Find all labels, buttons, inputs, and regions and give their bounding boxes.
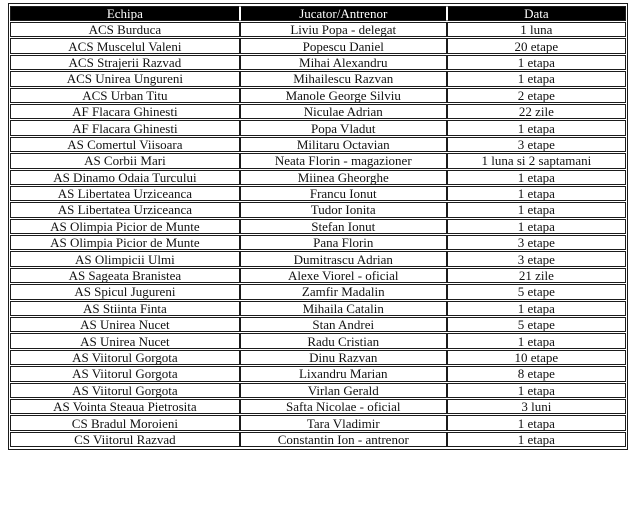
person-cell: Tara Vladimir — [240, 415, 447, 430]
table-header-row — [10, 6, 626, 21]
table-row — [10, 366, 626, 381]
person-cell: Virlan Gerald — [240, 383, 447, 398]
suspensions-table-container — [8, 3, 628, 450]
table-row — [10, 317, 626, 332]
person-cell: Neata Florin - magazioner — [240, 153, 447, 168]
table-row — [10, 415, 626, 430]
duration-cell: 1 etapa — [447, 120, 626, 135]
table-row — [10, 153, 626, 168]
table-row — [10, 71, 626, 86]
duration-cell: 1 luna si 2 saptamani — [447, 153, 626, 168]
person-cell: Manole George Silviu — [240, 88, 447, 103]
person-cell: Dumitrascu Adrian — [240, 251, 447, 266]
team-cell: AS Libertatea Urziceanca — [10, 186, 240, 201]
team-cell: AS Olimpia Picior de Munte — [10, 235, 240, 250]
person-cell: Mihai Alexandru — [240, 55, 447, 70]
table-row — [10, 235, 626, 250]
column-header-jucator-antrenor: Jucator/Antrenor — [240, 6, 447, 21]
suspensions-table — [10, 5, 626, 448]
person-cell: Dinu Razvan — [240, 350, 447, 365]
table-row — [10, 383, 626, 398]
table-row — [10, 137, 626, 152]
duration-cell: 1 etapa — [447, 301, 626, 316]
duration-cell: 3 etape — [447, 235, 626, 250]
team-cell: AS Dinamo Odaia Turcului — [10, 170, 240, 185]
table-row — [10, 399, 626, 414]
team-cell: AS Vointa Steaua Pietrosita — [10, 399, 240, 414]
table-row — [10, 432, 626, 447]
person-cell: Liviu Popa - delegat — [240, 22, 447, 37]
duration-cell: 1 etapa — [447, 415, 626, 430]
person-cell: Constantin Ion - antrenor — [240, 432, 447, 447]
team-cell: AS Viitorul Gorgota — [10, 366, 240, 381]
person-cell: Popa Vladut — [240, 120, 447, 135]
team-cell: AS Viitorul Gorgota — [10, 383, 240, 398]
person-cell: Stan Andrei — [240, 317, 447, 332]
column-header-data: Data — [447, 6, 626, 21]
duration-cell: 5 etape — [447, 317, 626, 332]
table-row — [10, 55, 626, 70]
team-cell: AS Comertul Viisoara — [10, 137, 240, 152]
table-row — [10, 202, 626, 217]
duration-cell: 22 zile — [447, 104, 626, 119]
team-cell: CS Bradul Moroieni — [10, 415, 240, 430]
person-cell: Lixandru Marian — [240, 366, 447, 381]
duration-cell: 3 luni — [447, 399, 626, 414]
team-cell: AS Sageata Branistea — [10, 268, 240, 283]
table-row — [10, 219, 626, 234]
table-row — [10, 120, 626, 135]
duration-cell: 10 etape — [447, 350, 626, 365]
person-cell: Stefan Ionut — [240, 219, 447, 234]
duration-cell: 2 etape — [447, 88, 626, 103]
team-cell: ACS Urban Titu — [10, 88, 240, 103]
person-cell: Alexe Viorel - oficial — [240, 268, 447, 283]
table-row — [10, 301, 626, 316]
person-cell: Radu Cristian — [240, 333, 447, 348]
duration-cell: 21 zile — [447, 268, 626, 283]
table-row — [10, 104, 626, 119]
team-cell: AS Viitorul Gorgota — [10, 350, 240, 365]
duration-cell: 5 etape — [447, 284, 626, 299]
person-cell: Pana Florin — [240, 235, 447, 250]
duration-cell: 1 etapa — [447, 432, 626, 447]
person-cell: Mihailescu Razvan — [240, 71, 447, 86]
team-cell: AS Olimpicii Ulmi — [10, 251, 240, 266]
person-cell: Miinea Gheorghe — [240, 170, 447, 185]
team-cell: AF Flacara Ghinesti — [10, 120, 240, 135]
person-cell: Tudor Ionita — [240, 202, 447, 217]
duration-cell: 1 etapa — [447, 333, 626, 348]
duration-cell: 1 etapa — [447, 202, 626, 217]
team-cell: AS Stiinta Finta — [10, 301, 240, 316]
team-cell: AS Libertatea Urziceanca — [10, 202, 240, 217]
table-row — [10, 251, 626, 266]
duration-cell: 20 etape — [447, 38, 626, 53]
duration-cell: 1 etapa — [447, 219, 626, 234]
team-cell: AF Flacara Ghinesti — [10, 104, 240, 119]
table-row — [10, 170, 626, 185]
team-cell: ACS Strajerii Razvad — [10, 55, 240, 70]
team-cell: CS Viitorul Razvad — [10, 432, 240, 447]
person-cell: Niculae Adrian — [240, 104, 447, 119]
team-cell: ACS Burduca — [10, 22, 240, 37]
duration-cell: 3 etape — [447, 251, 626, 266]
table-row — [10, 284, 626, 299]
team-cell: AS Corbii Mari — [10, 153, 240, 168]
table-row — [10, 38, 626, 53]
team-cell: ACS Muscelul Valeni — [10, 38, 240, 53]
column-header-echipa: Echipa — [10, 6, 240, 21]
table-row — [10, 333, 626, 348]
person-cell: Safta Nicolae - oficial — [240, 399, 447, 414]
duration-cell: 1 etapa — [447, 186, 626, 201]
person-cell: Zamfir Madalin — [240, 284, 447, 299]
person-cell: Francu Ionut — [240, 186, 447, 201]
person-cell: Militaru Octavian — [240, 137, 447, 152]
team-cell: AS Unirea Nucet — [10, 317, 240, 332]
table-body — [10, 22, 626, 447]
team-cell: AS Unirea Nucet — [10, 333, 240, 348]
duration-cell: 1 etapa — [447, 170, 626, 185]
duration-cell: 8 etape — [447, 366, 626, 381]
team-cell: AS Olimpia Picior de Munte — [10, 219, 240, 234]
team-cell: ACS Unirea Ungureni — [10, 71, 240, 86]
table-row — [10, 268, 626, 283]
duration-cell: 1 etapa — [447, 383, 626, 398]
table-row — [10, 186, 626, 201]
person-cell: Popescu Daniel — [240, 38, 447, 53]
duration-cell: 1 etapa — [447, 55, 626, 70]
person-cell: Mihaila Catalin — [240, 301, 447, 316]
table-row — [10, 88, 626, 103]
duration-cell: 3 etape — [447, 137, 626, 152]
duration-cell: 1 luna — [447, 22, 626, 37]
team-cell: AS Spicul Jugureni — [10, 284, 240, 299]
duration-cell: 1 etapa — [447, 71, 626, 86]
table-row — [10, 350, 626, 365]
table-row — [10, 22, 626, 37]
